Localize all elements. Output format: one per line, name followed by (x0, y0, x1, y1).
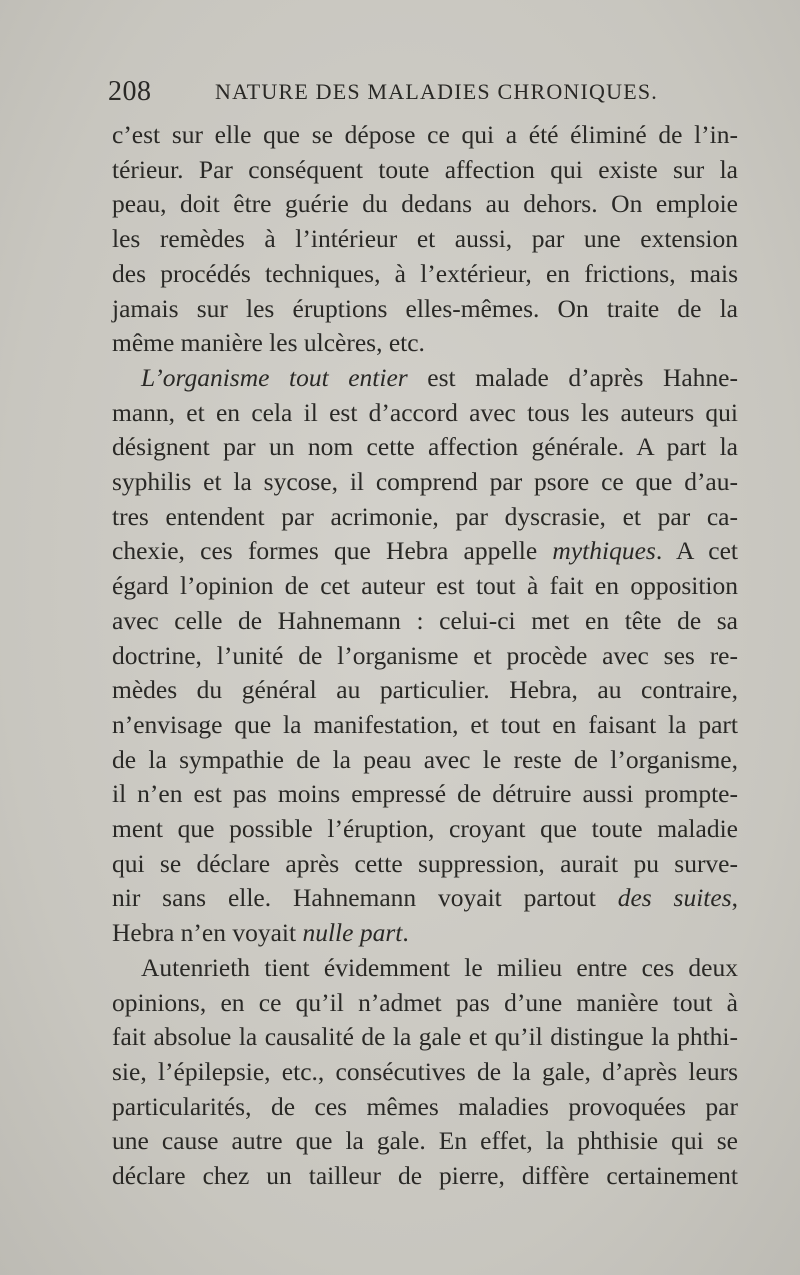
text-run: Autenrieth tient évidemment le milieu entre ces deux (141, 952, 738, 982)
text-run: il n’en est pas moins empressé de détruire aussi prompte- (112, 779, 738, 809)
text-run: mèdes du général au particulier. Hebra, au contraire, (112, 675, 738, 705)
text-run: même manière les ulcères, etc. (112, 328, 425, 358)
text-line (112, 430, 738, 465)
text-line (112, 743, 738, 778)
running-title: NATURE DES MALADIES CHRONIQUES. (215, 79, 658, 104)
text-line (112, 916, 738, 951)
text-run: les remèdes à l’intérieur et aussi, par une extension (112, 224, 738, 254)
text-run: , (731, 883, 739, 913)
text-line (112, 708, 738, 743)
text-run: fait absolue la causalité de la gale et qu’il distingue la phthi- (112, 1022, 738, 1052)
text-run: térieur. Par conséquent toute affection qui existe sur la (112, 154, 738, 184)
text-run: . (402, 918, 409, 948)
text-run: ment que possible l’éruption, croyant que toute maladie (112, 814, 738, 844)
text-line (112, 500, 738, 535)
page-number: 208 (108, 76, 152, 107)
paragraph (112, 118, 738, 361)
paragraph (112, 951, 738, 1194)
text-line (112, 1090, 738, 1125)
text-run: désignent par un nom cette affection générale. A part la (112, 432, 738, 462)
page-header (108, 76, 738, 116)
italic-text: nulle part (302, 918, 403, 948)
text-run: peau, doit être guérie du dedans au dehors. On emploie (112, 189, 738, 219)
text-line (112, 604, 738, 639)
text-run: nir sans elle. Hahnemann voyait partout (112, 883, 618, 913)
text-run: est malade d’après Hahne- (407, 362, 738, 392)
text-run: particularités, de ces mêmes maladies provoquées par (112, 1091, 738, 1121)
italic-text: L’organisme tout entier (141, 362, 408, 392)
text-run: opinions, en ce qu’il n’admet pas d’une manière tout à (112, 987, 738, 1017)
text-line (112, 777, 738, 812)
text-line (112, 465, 738, 500)
text-line (112, 569, 738, 604)
text-run: chexie, ces formes que Hebra appelle (112, 536, 553, 566)
text-line (112, 673, 738, 708)
text-run: avec celle de Hahnemann : celui-ci met en tête de sa (112, 605, 738, 635)
text-run: Hebra n’en voyait (112, 918, 303, 948)
body-text (112, 118, 738, 1194)
text-line (112, 361, 738, 396)
text-line (112, 326, 738, 361)
text-run: une cause autre que la gale. En effet, la phthisie qui se (112, 1126, 738, 1156)
text-run: doctrine, l’unité de l’organisme et procède avec ses re- (112, 640, 738, 670)
text-line (112, 639, 738, 674)
text-run: sie, l’épilepsie, etc., consécutives de la gale, d’après leurs (112, 1056, 738, 1086)
text-run: syphilis et la sycose, il comprend par psore ce que d’au- (112, 467, 738, 497)
text-run: égard l’opinion de cet auteur est tout à fait en opposition (112, 571, 738, 601)
text-line (112, 1020, 738, 1055)
text-run: qui se déclare après cette suppression, aurait pu surve- (112, 848, 738, 878)
text-line (112, 881, 738, 916)
text-line (112, 257, 738, 292)
text-run: de la sympathie de la peau avec le reste de l’organisme, (112, 744, 738, 774)
text-line (112, 1124, 738, 1159)
text-run: mann, et en cela il est d’accord avec tous les auteurs qui (112, 397, 738, 427)
text-line (112, 222, 738, 257)
text-line (112, 153, 738, 188)
text-line (112, 847, 738, 882)
italic-text: mythiques (552, 536, 656, 566)
text-line (112, 986, 738, 1021)
text-run: des procédés techniques, à l’extérieur, en frictions, mais (112, 258, 738, 288)
text-run: . A cet (655, 536, 738, 566)
text-line (112, 812, 738, 847)
text-line (112, 187, 738, 222)
text-run: c’est sur elle que se dépose ce qui a été éliminé de l’in- (112, 120, 738, 149)
text-run: jamais sur les éruptions elles-mêmes. On traite de la (112, 293, 738, 323)
text-line (112, 1159, 738, 1194)
text-line (112, 951, 738, 986)
italic-text: des suites (617, 883, 732, 913)
text-line (112, 534, 738, 569)
text-line (112, 292, 738, 327)
text-line (112, 1055, 738, 1090)
text-line (112, 118, 738, 153)
text-run: déclare chez un tailleur de pierre, diffère certainement (112, 1161, 738, 1191)
text-run: n’envisage que la manifestation, et tout en faisant la part (112, 709, 738, 739)
paragraph (112, 361, 738, 951)
text-line (112, 396, 738, 431)
text-run: tres entendent par acrimonie, par dyscrasie, et par ca- (112, 501, 738, 531)
